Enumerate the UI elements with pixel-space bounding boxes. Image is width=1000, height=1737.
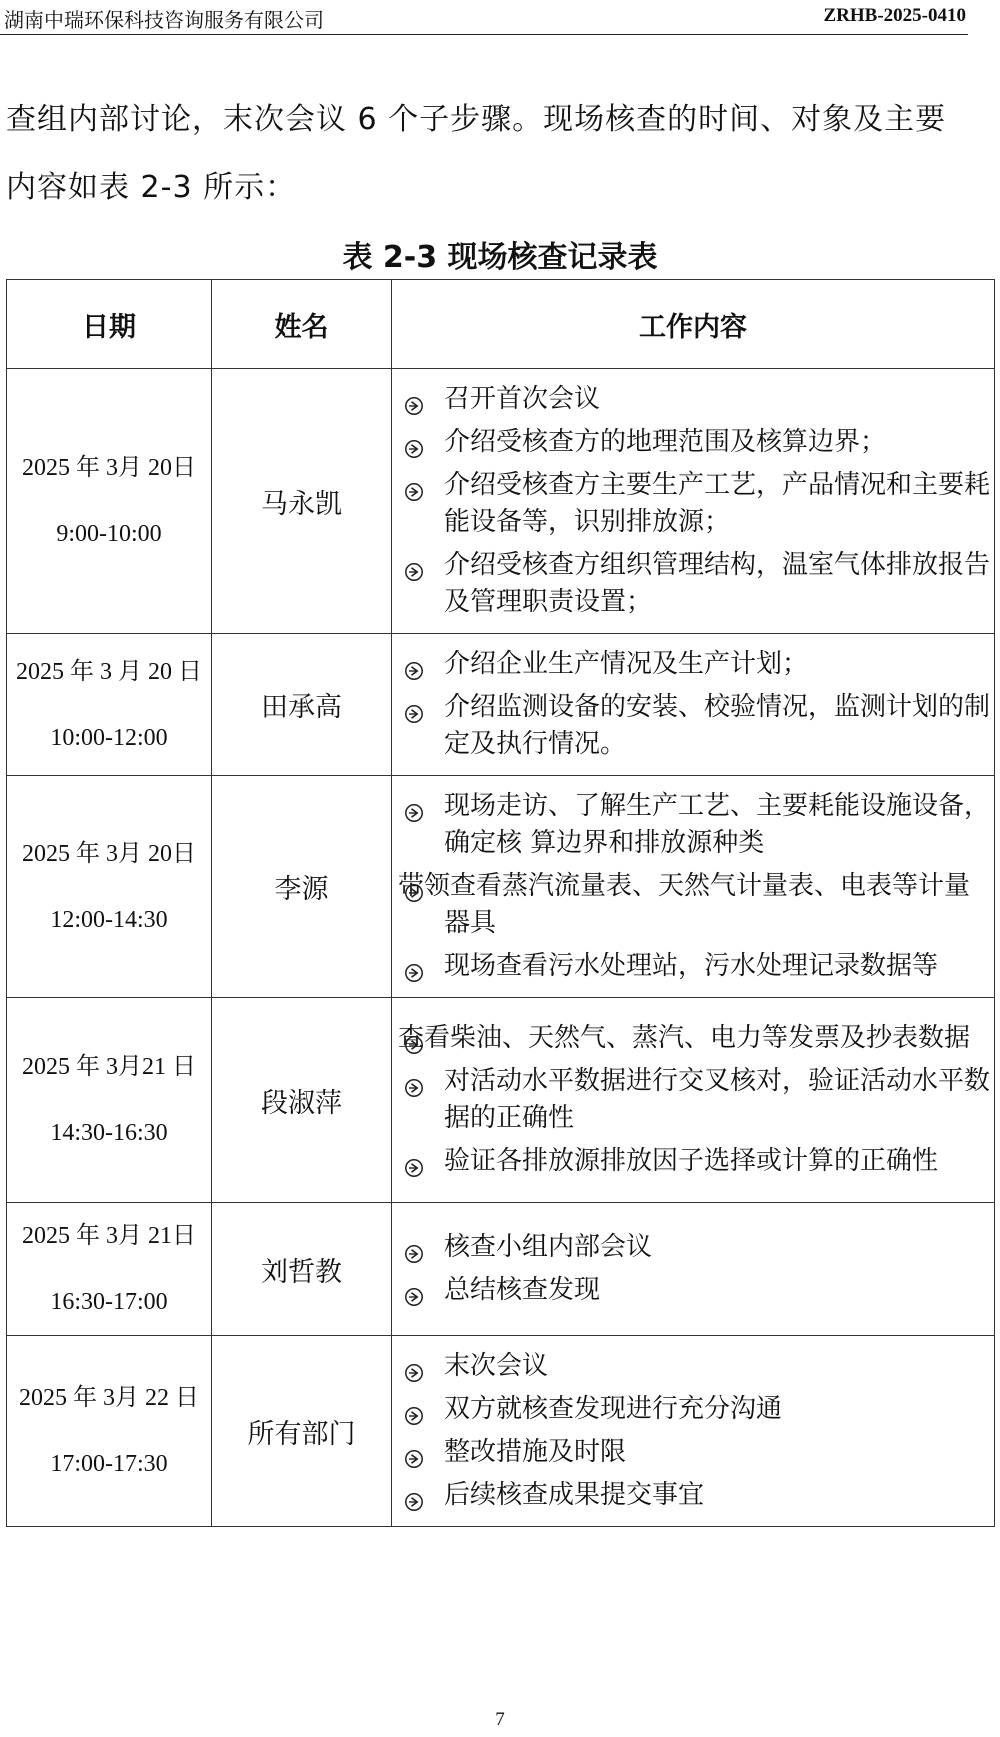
work-content-cell: [392, 998, 995, 1203]
work-item: [398, 467, 994, 541]
work-content-cell: [392, 634, 995, 776]
work-item-text: 现场走访、了解生产工艺、主要耗能设施设备，确定核 算边界和排放源种类: [444, 791, 991, 858]
work-item-text: 带领查看蒸汽流量表、天然气计量表、电表等计量器具: [398, 871, 971, 938]
table-row: [7, 369, 995, 634]
circled-arrow-icon: [404, 1281, 424, 1301]
work-item-text: 召开首次会议: [444, 384, 601, 414]
date-cell: [7, 998, 212, 1203]
inspection-record-table: [6, 279, 995, 1527]
work-item: [398, 547, 994, 621]
work-item: [398, 1348, 994, 1385]
work-item: [398, 381, 994, 418]
circled-arrow-icon: [404, 1357, 424, 1377]
work-item-text: 对活动水平数据进行交叉核对，验证活动水平数据的正确性: [444, 1066, 991, 1133]
work-item: [398, 424, 994, 461]
circled-arrow-icon: [404, 957, 424, 977]
person-name-cell: 田承高: [212, 634, 392, 776]
circled-arrow-icon: [404, 1152, 424, 1172]
work-item-text: 后续核查成果提交事宜: [444, 1480, 705, 1510]
work-item: [398, 1143, 994, 1180]
work-item-text: 总结核查发现: [444, 1275, 601, 1305]
work-item-text: 介绍受核查方的地理范围及核算边界；: [444, 427, 887, 457]
work-item: [398, 948, 994, 985]
circled-arrow-icon: [404, 556, 424, 576]
body-text-line: 内容如表 2-3 所示：: [6, 170, 297, 205]
circled-arrow-icon: [404, 1072, 424, 1092]
person-name-cell: 所有部门: [212, 1336, 392, 1527]
header-date: 日期: [7, 280, 212, 369]
table-row: [7, 1336, 995, 1527]
date-text: 2025 年 3 月 20 日: [16, 658, 202, 685]
work-item-text: 介绍企业生产情况及生产计划；: [444, 649, 809, 679]
document-code: ZRHB-2025-0410: [823, 5, 966, 26]
table-header-row: [7, 280, 995, 369]
work-item: [398, 689, 994, 763]
page-header: [0, 0, 968, 35]
date-text: 2025 年 3月 20日: [22, 840, 196, 867]
work-item: [398, 788, 994, 862]
work-item-text: 整改措施及时限: [444, 1437, 627, 1467]
table-row: [7, 776, 995, 998]
person-name-cell: 李源: [212, 776, 392, 998]
circled-arrow-icon: [404, 1029, 424, 1049]
date-cell: [7, 776, 212, 998]
work-item: [398, 1063, 994, 1137]
circled-arrow-icon: [404, 1443, 424, 1463]
circled-arrow-icon: [404, 1238, 424, 1258]
work-item: [398, 1434, 994, 1471]
date-cell: [7, 1203, 212, 1336]
table-row: [7, 1203, 995, 1336]
work-item: [398, 1229, 994, 1266]
page-number: 7: [495, 1709, 505, 1730]
work-item-text: 介绍受核查方主要生产工艺，产品情况和主要耗能设备等，识别排放源；: [444, 470, 991, 537]
date-text: 2025 年 3月 20日: [22, 455, 196, 481]
circled-arrow-icon: [404, 797, 424, 817]
time-text: 9:00-10:00: [56, 521, 162, 547]
header-name: 姓名: [212, 280, 392, 369]
work-content-cell: [392, 369, 995, 634]
table-row: [7, 634, 995, 776]
time-text: 12:00-14:30: [50, 906, 168, 933]
work-item-text: 介绍受核查方组织管理结构，温室气体排放报告及管理职责设置；: [444, 550, 991, 617]
circled-arrow-icon: [404, 1400, 424, 1420]
time-text: 17:00-17:30: [50, 1451, 168, 1477]
work-content-cell: [392, 1203, 995, 1336]
work-item: [398, 1477, 994, 1514]
person-name-cell: 段淑萍: [212, 998, 392, 1203]
circled-arrow-icon: [404, 877, 424, 897]
work-item-text: 现场查看污水处理站，污水处理记录数据等: [444, 951, 939, 981]
date-text: 2025 年 3月 22 日: [19, 1385, 199, 1411]
work-item: [398, 1272, 994, 1309]
circled-arrow-icon: [404, 476, 424, 496]
date-text: 2025 年 3月 21日: [22, 1223, 196, 1249]
work-item-text: 双方就核查发现进行充分沟通: [444, 1394, 783, 1424]
circled-arrow-icon: [404, 698, 424, 718]
work-content-cell: [392, 1336, 995, 1527]
work-item-text: 介绍监测设备的安装、校验情况，监测计划的制定及执行情况。: [444, 692, 991, 759]
time-text: 10:00-12:00: [50, 724, 168, 751]
person-name-cell: 刘哲教: [212, 1203, 392, 1336]
date-cell: [7, 369, 212, 634]
work-item-text: 验证各排放源排放因子选择或计算的正确性: [444, 1146, 939, 1176]
circled-arrow-icon: [404, 655, 424, 675]
circled-arrow-icon: [404, 390, 424, 410]
time-text: 16:30-17:00: [50, 1289, 168, 1315]
work-item-text: 末次会议: [444, 1351, 549, 1381]
body-text-line: 查组内部讨论，末次会议 6 个子步骤。现场核查的时间、对象及主要: [6, 102, 947, 137]
work-content-cell: [392, 776, 995, 998]
time-text: 14:30-16:30: [50, 1120, 168, 1146]
work-item-text: 核查小组内部会议: [444, 1232, 653, 1262]
header-content: 工作内容: [392, 280, 995, 369]
date-cell: [7, 634, 212, 776]
person-name-cell: 马永凯: [212, 369, 392, 634]
work-item: [398, 646, 994, 683]
table-row: [7, 998, 995, 1203]
work-item: [398, 868, 994, 942]
circled-arrow-icon: [404, 433, 424, 453]
circled-arrow-icon: [404, 1486, 424, 1506]
work-item: [398, 1020, 994, 1057]
work-item: [398, 1391, 994, 1428]
work-item-text: 查看柴油、天然气、蒸汽、电力等发票及抄表数据: [398, 1023, 971, 1053]
company-name: 湖南中瑞环保科技咨询服务有限公司: [4, 8, 324, 32]
date-cell: [7, 1336, 212, 1527]
table-caption: 表 2-3 现场核查记录表: [342, 240, 658, 275]
date-text: 2025 年 3月21 日: [22, 1054, 196, 1080]
